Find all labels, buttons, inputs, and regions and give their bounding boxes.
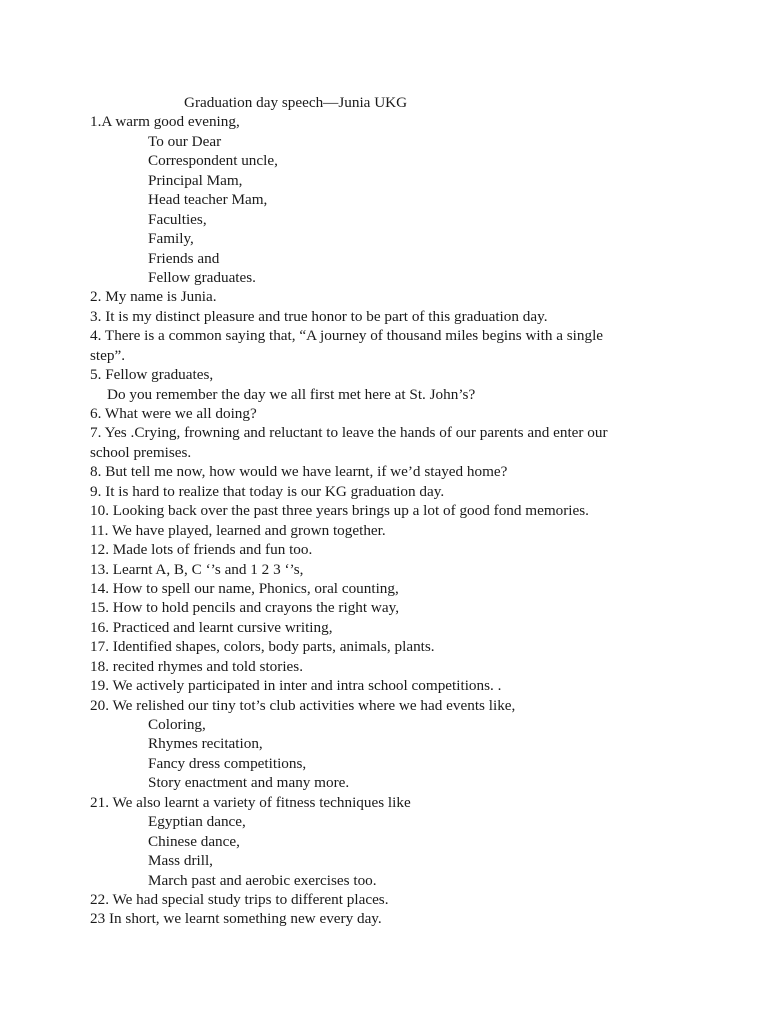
text-line: Do you remember the day we all first met here at St. John’s?: [107, 385, 476, 403]
text-line: 2. My name is Junia.: [90, 288, 217, 306]
text-line: Head teacher Mam,: [148, 191, 268, 209]
text-line: 15. How to hold pencils and crayons the right way,: [90, 599, 400, 617]
text-line: Chinese dance,: [148, 832, 240, 850]
text-line: Friends and: [148, 249, 220, 267]
text-line: Coloring,: [148, 716, 206, 733]
text-line: step”.: [90, 346, 126, 364]
text-line: Rhymes recitation,: [148, 735, 263, 753]
text-line: Correspondent uncle,: [148, 152, 278, 170]
text-line: 3. It is my distinct pleasure and true honor to be part of this graduation day.: [90, 307, 548, 325]
text-line: 13. Learnt A, B, C ‘’s and 1 2 3 ‘’s,: [90, 560, 304, 578]
text-line: 9. It is hard to realize that today is our KG graduation day.: [90, 482, 445, 500]
text-line: 16. Practiced and learnt cursive writing,: [90, 618, 333, 636]
text-line: 12. Made lots of friends and fun too.: [90, 541, 313, 559]
text-line: Fancy dress competitions,: [148, 754, 307, 772]
text-line: 21. We also learnt a variety of fitness techniques like: [90, 793, 411, 811]
text-line: 8. But tell me now, how would we have learnt, if we’d stayed home?: [90, 463, 508, 481]
text-line: 14. How to spell our name, Phonics, oral counting,: [90, 579, 399, 597]
text-line: 22. We had special study trips to different places.: [90, 890, 389, 908]
text-line: school premises.: [90, 443, 192, 461]
document-body: [0, 112, 768, 928]
text-line: 23 In short, we learnt something new every day.: [90, 910, 382, 928]
text-line: 20. We relished our tiny tot’s club activities where we had events like,: [90, 696, 516, 714]
text-line: 6. What were we all doing?: [90, 405, 257, 422]
text-line: Story enactment and many more.: [148, 774, 350, 792]
text-line: Faculties,: [148, 210, 207, 228]
document-page: [0, 93, 768, 929]
text-line: Principal Mam,: [148, 171, 243, 189]
text-line: 19. We actively participated in inter and intra school competitions. .: [90, 677, 502, 695]
text-line: Mass drill,: [148, 852, 213, 870]
text-line: 10. Looking back over the past three years brings up a lot of good fond memories.: [90, 502, 589, 520]
text-line: 4. There is a common saying that, “A journey of thousand miles begins with a single: [90, 327, 604, 345]
text-line: Egyptian dance,: [148, 813, 246, 831]
document-title: Graduation day speech—Junia UKG: [184, 94, 408, 111]
text-line: Fellow graduates.: [148, 268, 256, 286]
text-line: 18. recited rhymes and told stories.: [90, 657, 303, 675]
text-line: Family,: [148, 230, 194, 248]
text-line: 17. Identified shapes, colors, body parts, animals, plants.: [90, 638, 435, 656]
text-line: 7. Yes .Crying, frowning and reluctant to leave the hands of our parents and enter our: [90, 424, 608, 442]
text-line: 5. Fellow graduates,: [90, 366, 214, 384]
text-line: To our Dear: [148, 132, 222, 150]
text-line: 1.A warm good evening,: [90, 113, 240, 131]
text-line: 11. We have played, learned and grown together.: [90, 521, 386, 539]
text-line: March past and aerobic exercises too.: [148, 871, 377, 889]
